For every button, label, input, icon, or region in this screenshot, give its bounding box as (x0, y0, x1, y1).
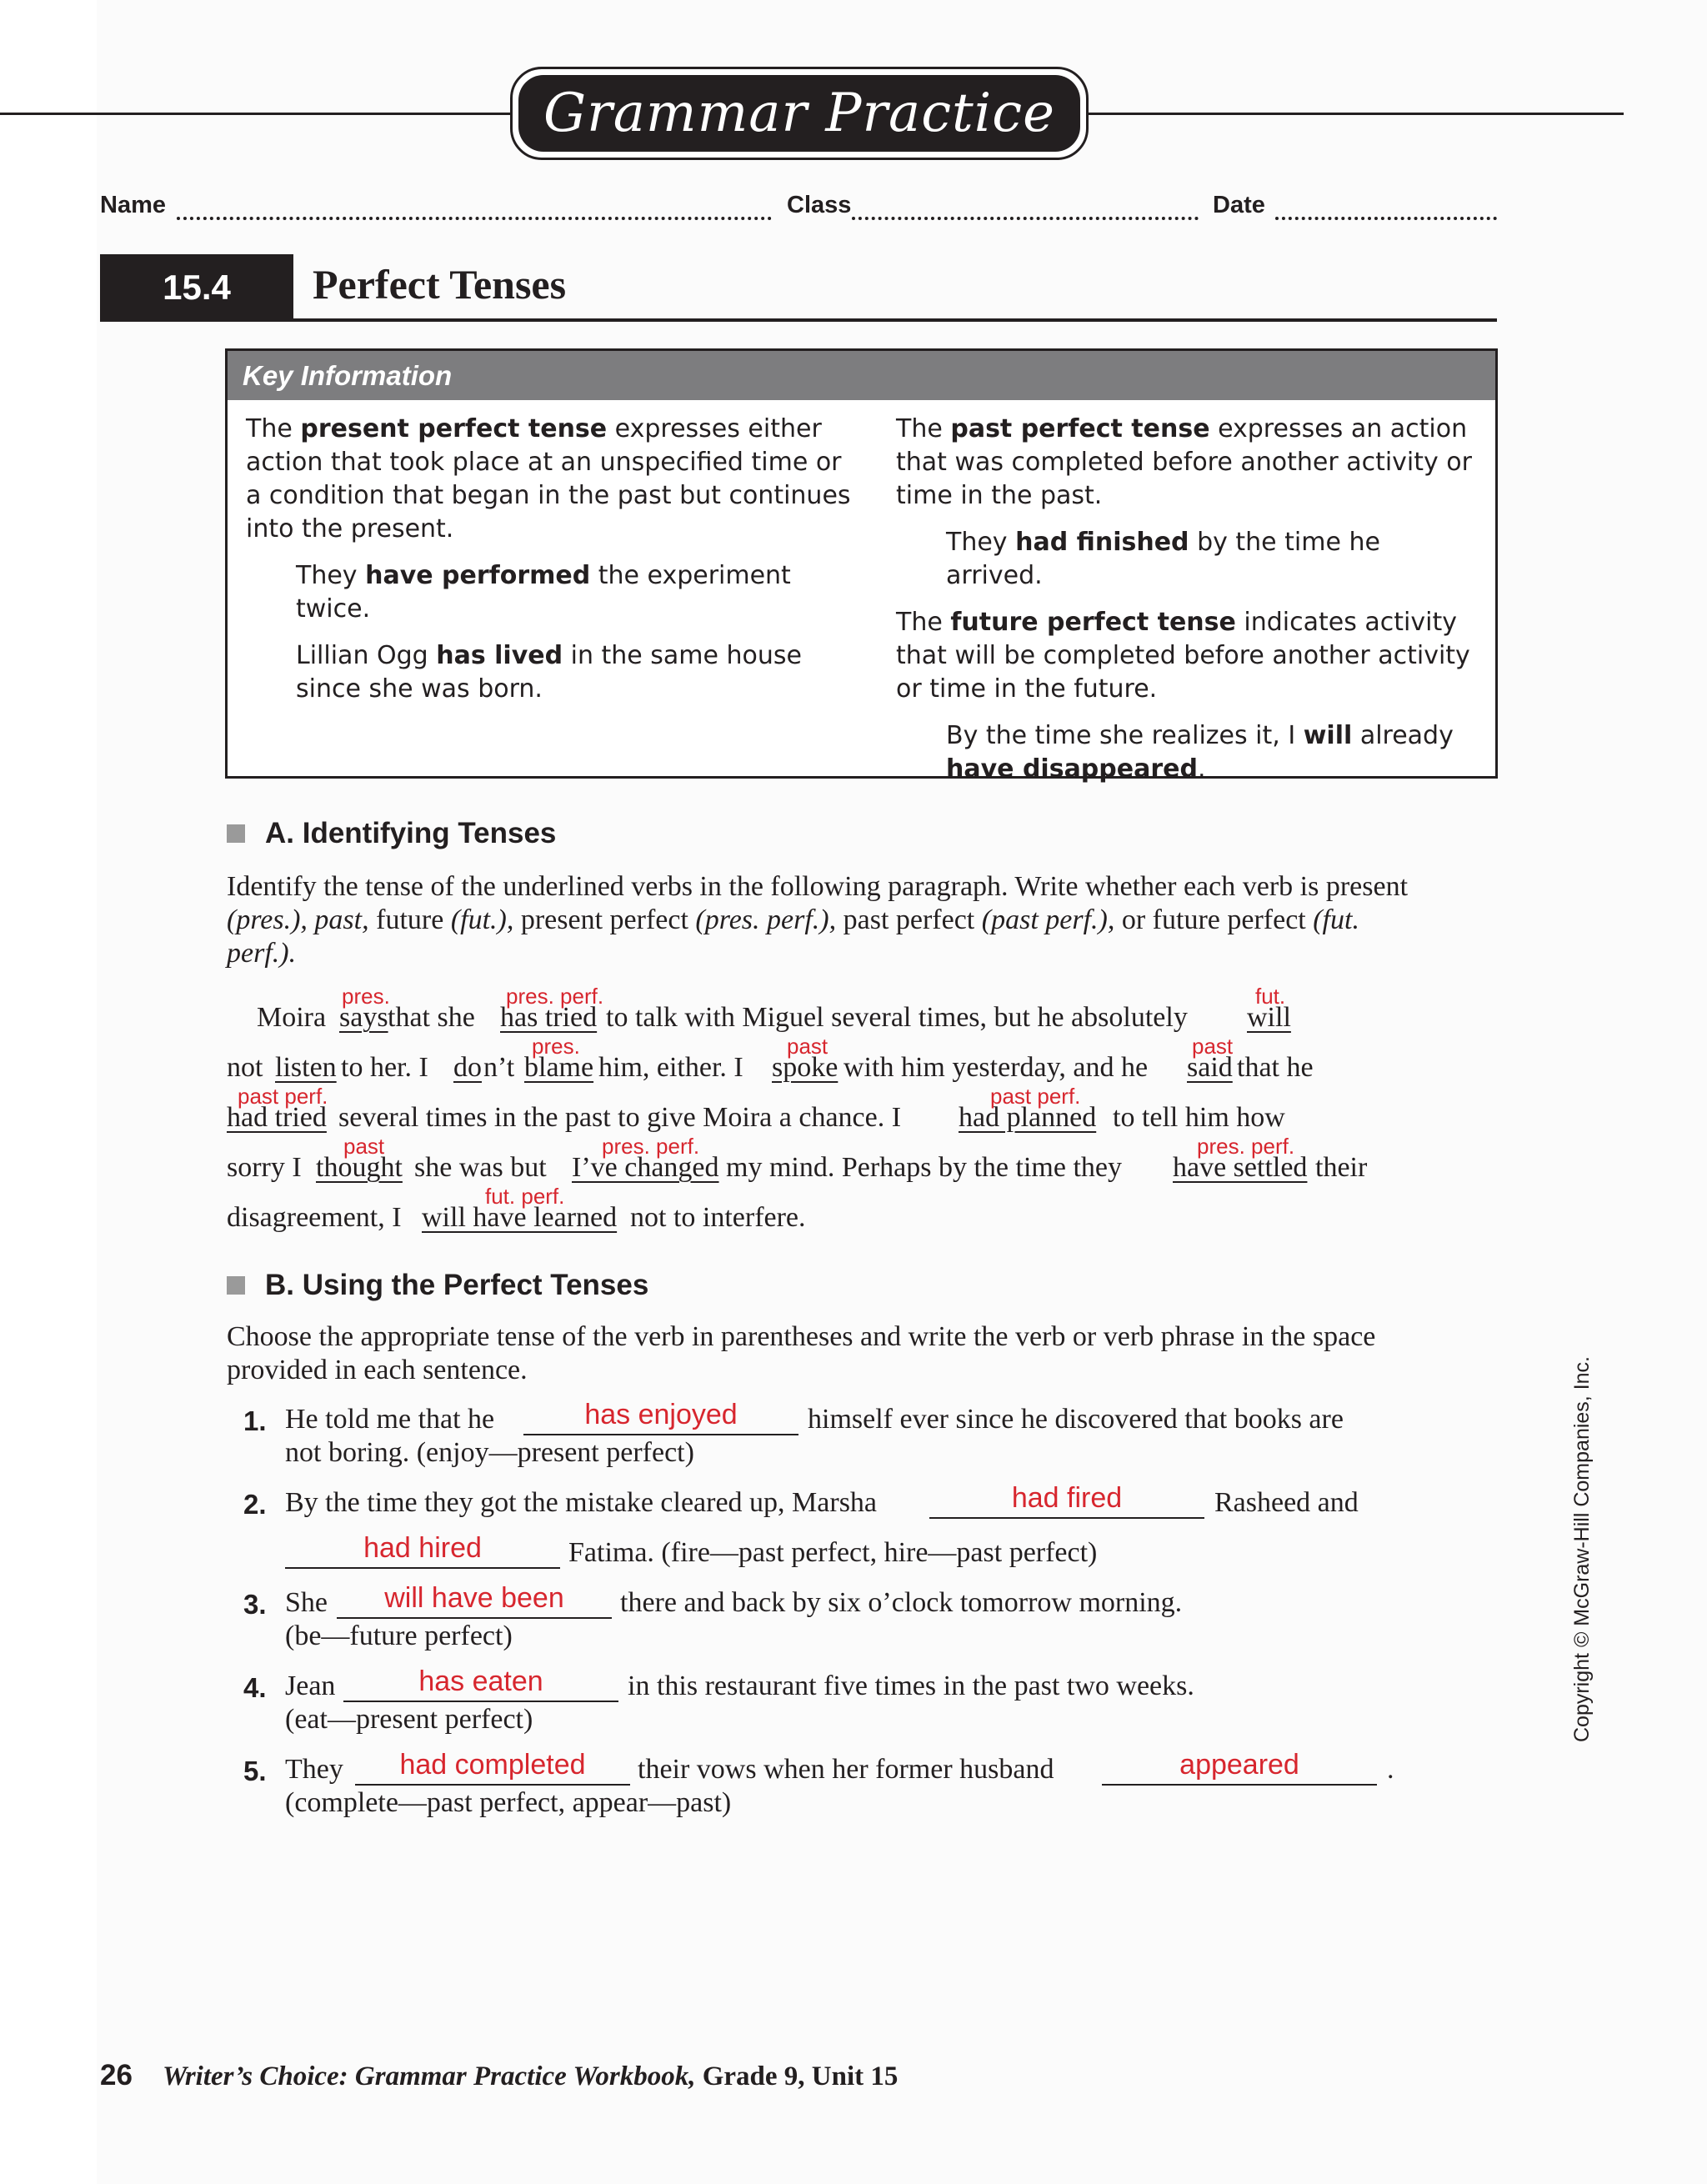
underlined-verb: says (339, 1002, 388, 1033)
handwritten-answer: pres. perf. (506, 984, 604, 1009)
present-perfect-definition: The present perfect tense expresses either action that took place at an unspecified time or a condition that began in the past but continues into the present. (246, 414, 851, 543)
sentence-text: . (1387, 1754, 1394, 1785)
square-bullet-icon (227, 824, 245, 843)
past-perfect-definition: The past perfect tense expresses an action that was completed before another activity or time in the past. (896, 414, 1472, 510)
handwritten-answer: past (787, 1034, 828, 1059)
handwritten-answer: has eaten (418, 1666, 543, 1697)
name-field[interactable] (177, 217, 772, 220)
item-number: 2. (243, 1489, 267, 1520)
item-number: 5. (243, 1756, 267, 1786)
banner-rule-left (0, 113, 510, 115)
section-number: 15.4 (100, 254, 293, 321)
part-a-heading: A. Identifying Tenses (227, 817, 556, 850)
grammar-practice-banner (510, 67, 1089, 160)
handwritten-answer: had hired (363, 1532, 482, 1564)
handwritten-answer: pres. (532, 1034, 580, 1059)
future-perfect-definition: The future perfect tense indicates activity that will be completed before another activity or time in the future. (896, 608, 1470, 704)
sentence-text: not boring. (enjoy—present perfect) (285, 1437, 694, 1468)
copyright-notice: Copyright © McGraw-Hill Companies, Inc. (1570, 1356, 1594, 1742)
paragraph-text: several times in the past to give Moira a chance. I (338, 1102, 902, 1133)
past-perfect-example: They had finished by the time he arrived. (946, 528, 1380, 590)
paragraph-text: not to interfere. (630, 1202, 806, 1233)
date-field[interactable] (1275, 217, 1497, 220)
paragraph-text: not (227, 1052, 263, 1083)
handwritten-answer: pres. (342, 984, 390, 1009)
square-bullet-icon (227, 1276, 245, 1295)
paragraph-text: n’t (483, 1052, 515, 1083)
paragraph-text: sorry I (227, 1152, 302, 1183)
handwritten-answer: fut. (1255, 984, 1286, 1009)
sentence-text: himself ever since he discovered that books are (808, 1404, 1344, 1435)
paragraph-text: with him yesterday, and he (843, 1052, 1149, 1083)
item-number: 3. (243, 1589, 267, 1620)
future-perfect-example: By the time she realizes it, I will already have disappeared. (946, 721, 1454, 784)
paragraph-text: to her. I (341, 1052, 428, 1083)
handwritten-answer: appeared (1179, 1749, 1299, 1781)
handwritten-answer: had completed (399, 1749, 586, 1781)
answer-blank[interactable] (523, 1434, 798, 1435)
banner-rule-right (1089, 113, 1624, 115)
sentence-text: Rasheed and (1214, 1487, 1359, 1518)
section-title: Perfect Tenses (313, 261, 567, 308)
handwritten-answer: will have been (384, 1582, 564, 1614)
key-left-column (246, 413, 854, 719)
underlined-verb: blame (524, 1052, 594, 1083)
present-perfect-example-1: They have performed the experiment twice. (296, 561, 791, 624)
sentence-text: She (285, 1587, 328, 1618)
paragraph-text: that she (388, 1002, 475, 1033)
sentence-text: (eat—present perfect) (285, 1704, 533, 1735)
paragraph-text: my mind. Perhaps by the time they (726, 1152, 1122, 1183)
underlined-verb: spoke (772, 1052, 838, 1083)
page-number: 26 (100, 2059, 133, 2091)
part-a-instructions: Identify the tense of the underlined verbs in the following paragraph. Write whether each verb is present (pres.), past, future (fut.), present perfect (pres. perf.), past perfect (past perf.), or future perfect (fut. perf.). (227, 871, 1409, 969)
item-number: 1. (243, 1405, 267, 1436)
answer-blank[interactable] (1102, 1784, 1377, 1786)
paragraph-text: their (1315, 1152, 1368, 1183)
handwritten-answer: past perf. (238, 1084, 328, 1109)
key-information-box (225, 348, 1498, 784)
underlined-verb: listen (275, 1052, 337, 1083)
handwritten-answer: past (1192, 1034, 1234, 1059)
underlined-verb: had tried (227, 1102, 327, 1133)
handwritten-answer: had fired (1011, 1482, 1123, 1514)
name-label: Name (100, 192, 166, 218)
handwritten-answer: fut. perf. (485, 1184, 565, 1209)
underlined-verb: I’ve changed (572, 1152, 719, 1183)
present-perfect-example-2: Lillian Ogg has lived in the same house since she was born. (296, 641, 802, 704)
answer-blank[interactable] (929, 1517, 1204, 1519)
answer-blank[interactable] (343, 1701, 618, 1702)
underlined-verb: thought (316, 1152, 403, 1183)
handwritten-answer: past (343, 1134, 385, 1159)
answer-blank[interactable] (337, 1617, 612, 1619)
handwritten-answer: pres. perf. (1197, 1134, 1295, 1159)
paragraph-text: that he (1237, 1052, 1314, 1083)
item-number: 4. (243, 1672, 267, 1703)
handwritten-answer: has enjoyed (584, 1399, 738, 1430)
paragraph-text: to talk with Miguel several times, but he absolutely (606, 1002, 1188, 1033)
part-b-instructions: Choose the appropriate tense of the verb in parentheses and write the verb or verb phrase in the space provided in each sentence. (227, 1321, 1376, 1385)
underlined-verb: said (1187, 1052, 1233, 1083)
key-information-heading: Key Information (228, 351, 1495, 400)
underlined-verb: will have learned (422, 1202, 618, 1233)
sentence-text: Fatima. (fire—past perfect, hire—past perfect) (568, 1537, 1098, 1568)
key-right-column (896, 413, 1484, 799)
sentence-text: their vows when her former husband (638, 1754, 1054, 1785)
handwritten-answer: pres. perf. (602, 1134, 700, 1159)
part-b-heading: B. Using the Perfect Tenses (227, 1269, 648, 1302)
sentence-text: (complete—past perfect, appear—past) (285, 1787, 732, 1818)
page-background (97, 0, 1707, 2184)
sentence-text: He told me that he (285, 1404, 495, 1435)
paragraph-text: him, either. I (598, 1052, 743, 1083)
underlined-verb: do (453, 1052, 482, 1083)
sentence-text: They (285, 1754, 343, 1785)
class-label: Class (787, 192, 852, 218)
workbook-subtitle: Grade 9, Unit 15 (695, 2061, 899, 2091)
paragraph-text: disagreement, I (227, 1202, 402, 1233)
section-rule (100, 318, 1497, 322)
sentence-text: in this restaurant five times in the past two weeks. (628, 1671, 1194, 1701)
underlined-verb: has tried (500, 1002, 598, 1033)
paragraph-text: she was but (414, 1152, 547, 1183)
sentence-text: By the time they got the mistake cleared up, Marsha (285, 1487, 878, 1518)
sentence-text: Jean (285, 1671, 336, 1701)
underlined-verb: have settled (1173, 1152, 1308, 1183)
handwritten-answer: past perf. (990, 1084, 1081, 1109)
class-field[interactable] (852, 217, 1199, 220)
date-label: Date (1213, 192, 1265, 218)
underlined-verb: will (1247, 1002, 1291, 1033)
paragraph-text: Moira (257, 1002, 327, 1033)
page-footer (100, 2059, 898, 2092)
underlined-verb: had planned (959, 1102, 1097, 1133)
answer-blank[interactable] (285, 1567, 560, 1569)
banner-title: Grammar Practice (543, 83, 1055, 144)
sentence-text: there and back by six o’clock tomorrow morning. (620, 1587, 1183, 1618)
answer-blank[interactable] (355, 1784, 630, 1786)
sentence-text: (be—future perfect) (285, 1620, 513, 1651)
paragraph-text: to tell him how (1113, 1102, 1285, 1133)
workbook-title: Writer’s Choice: Grammar Practice Workbook, (162, 2061, 696, 2091)
